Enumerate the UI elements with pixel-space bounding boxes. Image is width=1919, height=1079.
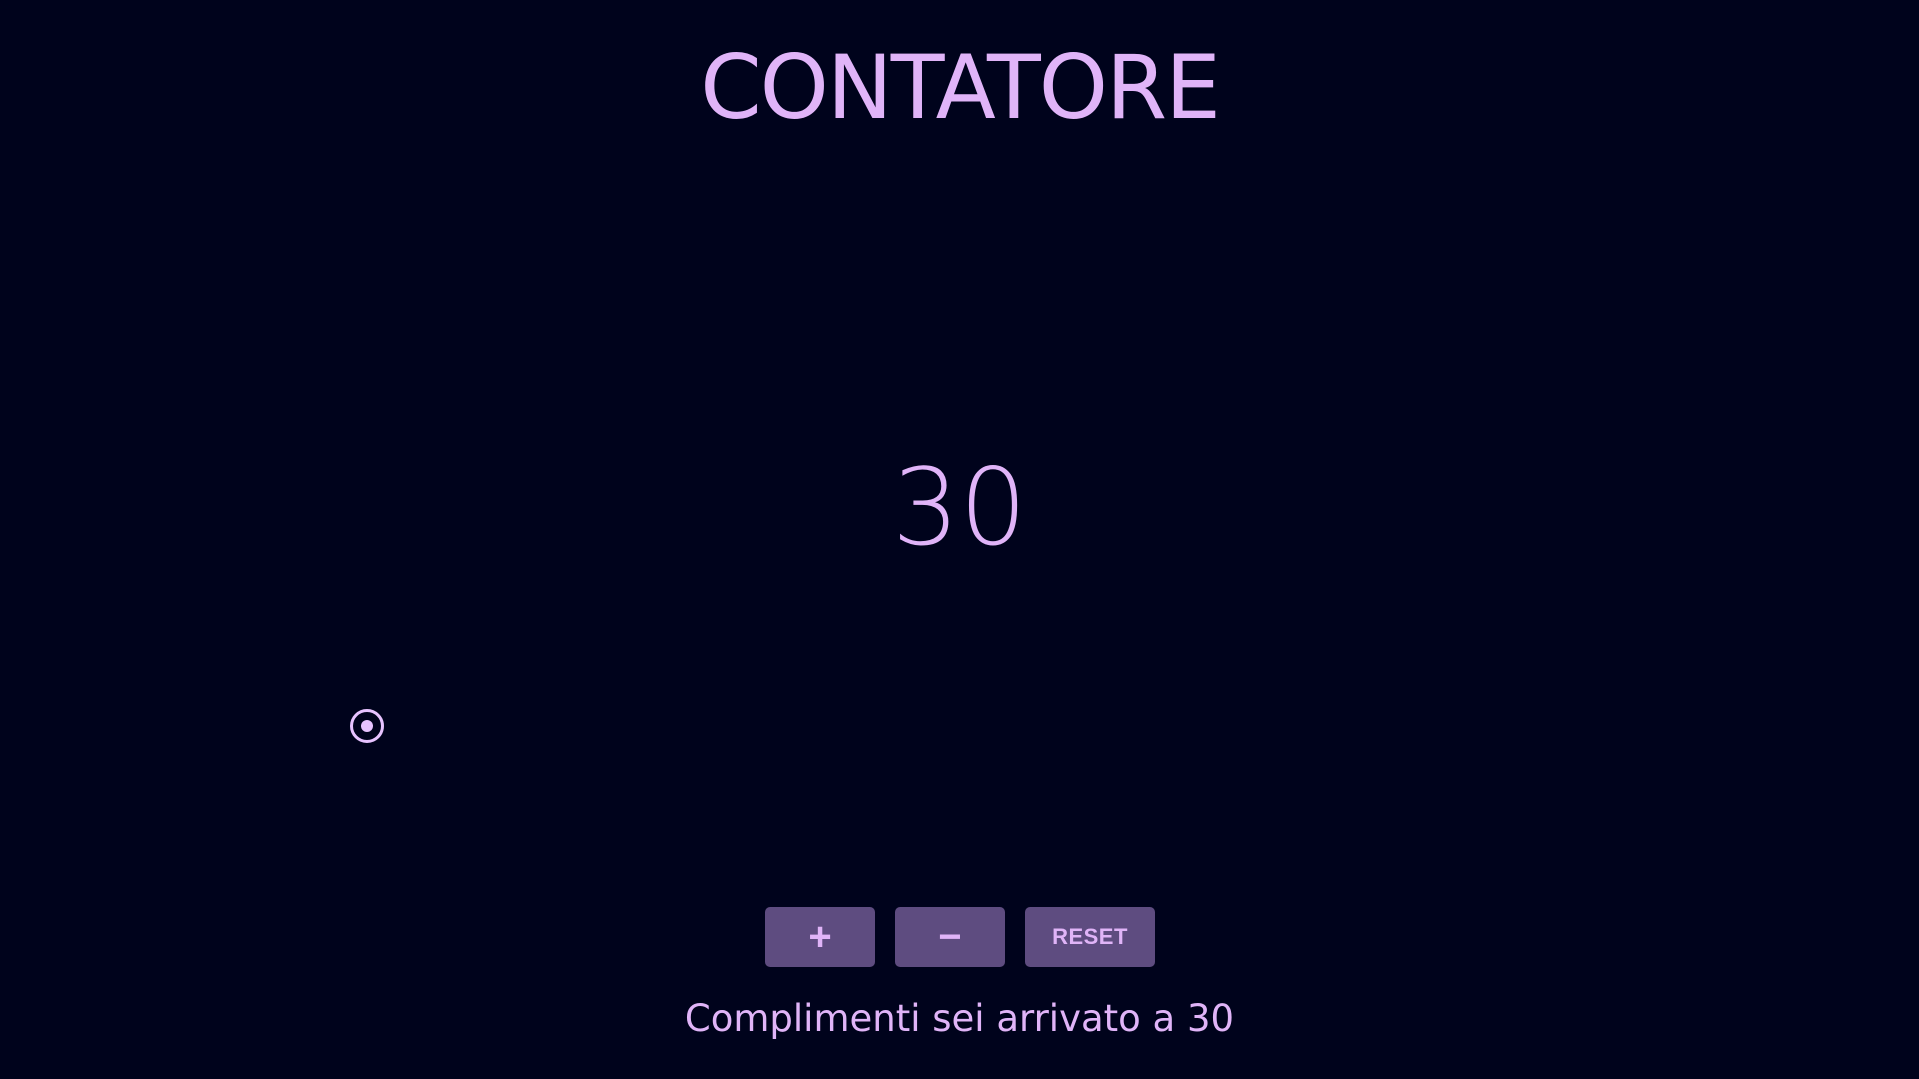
decrement-button[interactable]: − bbox=[895, 907, 1005, 967]
reset-button[interactable]: RESET bbox=[1025, 907, 1155, 967]
increment-button[interactable]: + bbox=[765, 907, 875, 967]
page-title: CONTATORE bbox=[700, 36, 1219, 139]
radio-cursor-icon bbox=[350, 709, 384, 743]
status-message: Complimenti sei arrivato a 30 bbox=[684, 997, 1235, 1040]
counter-value: 30 bbox=[892, 446, 1027, 569]
